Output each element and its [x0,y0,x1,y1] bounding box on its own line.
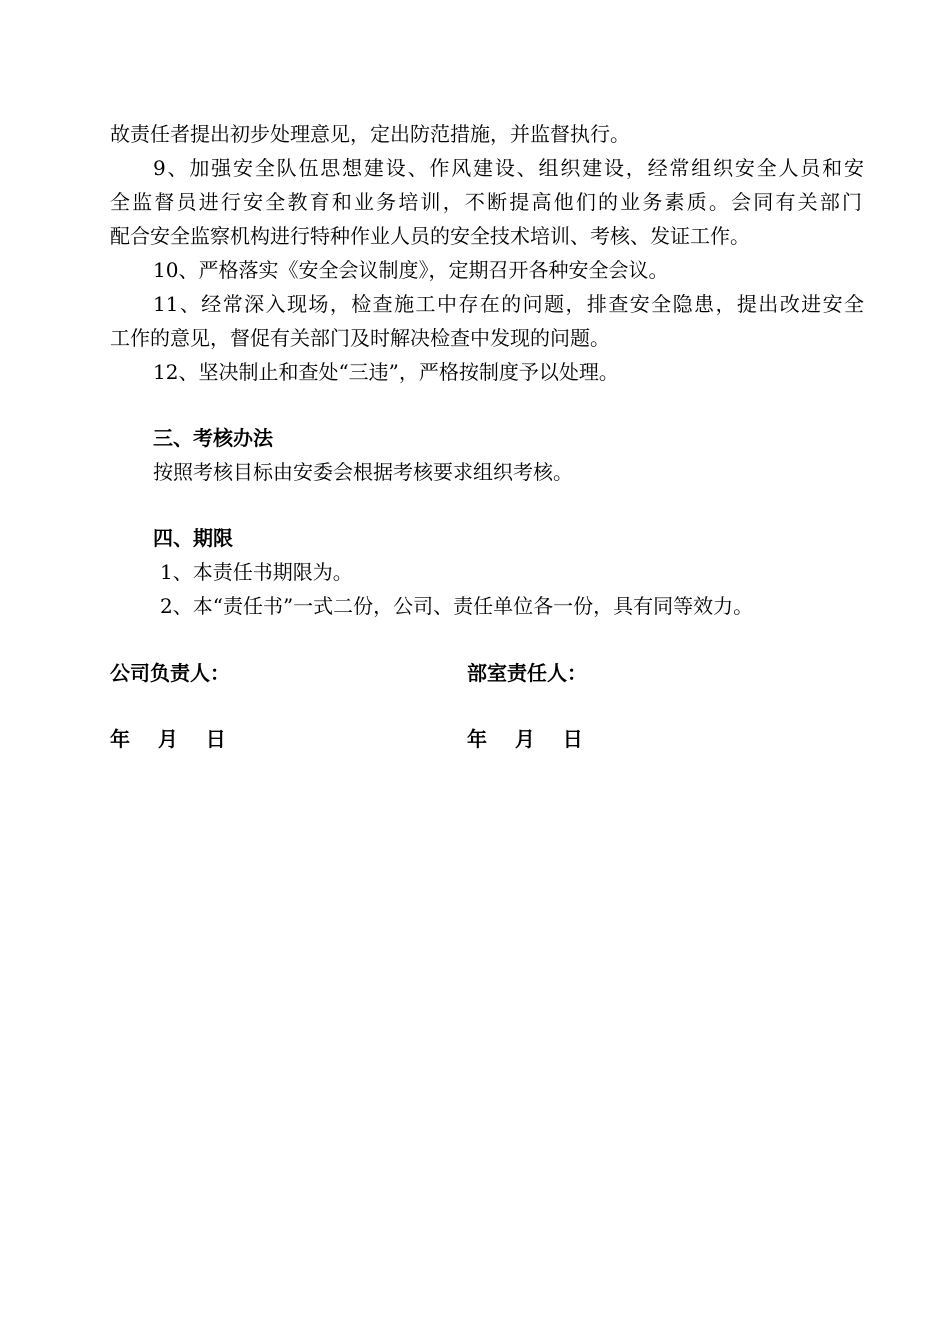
department-sign-date: 年 月 日 [467,727,583,751]
paragraph-12: 12、坚决制止和查处“三违”，严格按制度予以处理。 [153,360,619,384]
paragraph-11-line-1: 11、经常深入现场，检查施工中存在的问题，排查安全隐患，提出改进安全 [153,292,864,316]
section-3-text: 按照考核目标由安委会根据考核要求组织考核。 [153,460,573,484]
paragraph-11-line-2: 工作的意见，督促有关部门及时解决检查中发现的问题。 [110,326,610,350]
paragraph-9-line-1: 9、加强安全队伍思想建设、作风建设、组织建设，经常组织安全人员和安 [153,156,864,180]
department-leader-label: 部室责任人： [467,661,587,685]
paragraph-9-line-3: 配合安全监察机构进行特种作业人员的安全技术培训、考核、发证工作。 [110,224,750,248]
section-3-heading: 三、考核办法 [153,426,273,450]
company-leader-label: 公司负责人： [110,661,230,685]
paragraph-8-continuation: 故责任者提出初步处理意见，定出防范措施，并监督执行。 [110,122,630,146]
section-4-item-2: 2、本“责任书”一式二份，公司、责任单位各一份，具有同等效力。 [160,594,754,618]
section-4-heading: 四、期限 [153,526,233,550]
company-sign-date: 年 月 日 [110,727,226,751]
paragraph-9-line-2: 全监督员进行安全教育和业务培训，不断提高他们的业务素质。会同有关部门 [110,190,862,214]
section-4-item-1: 1、本责任书期限为。 [160,560,353,584]
paragraph-10: 10、严格落实《安全会议制度》，定期召开各种安全会议。 [153,258,669,282]
